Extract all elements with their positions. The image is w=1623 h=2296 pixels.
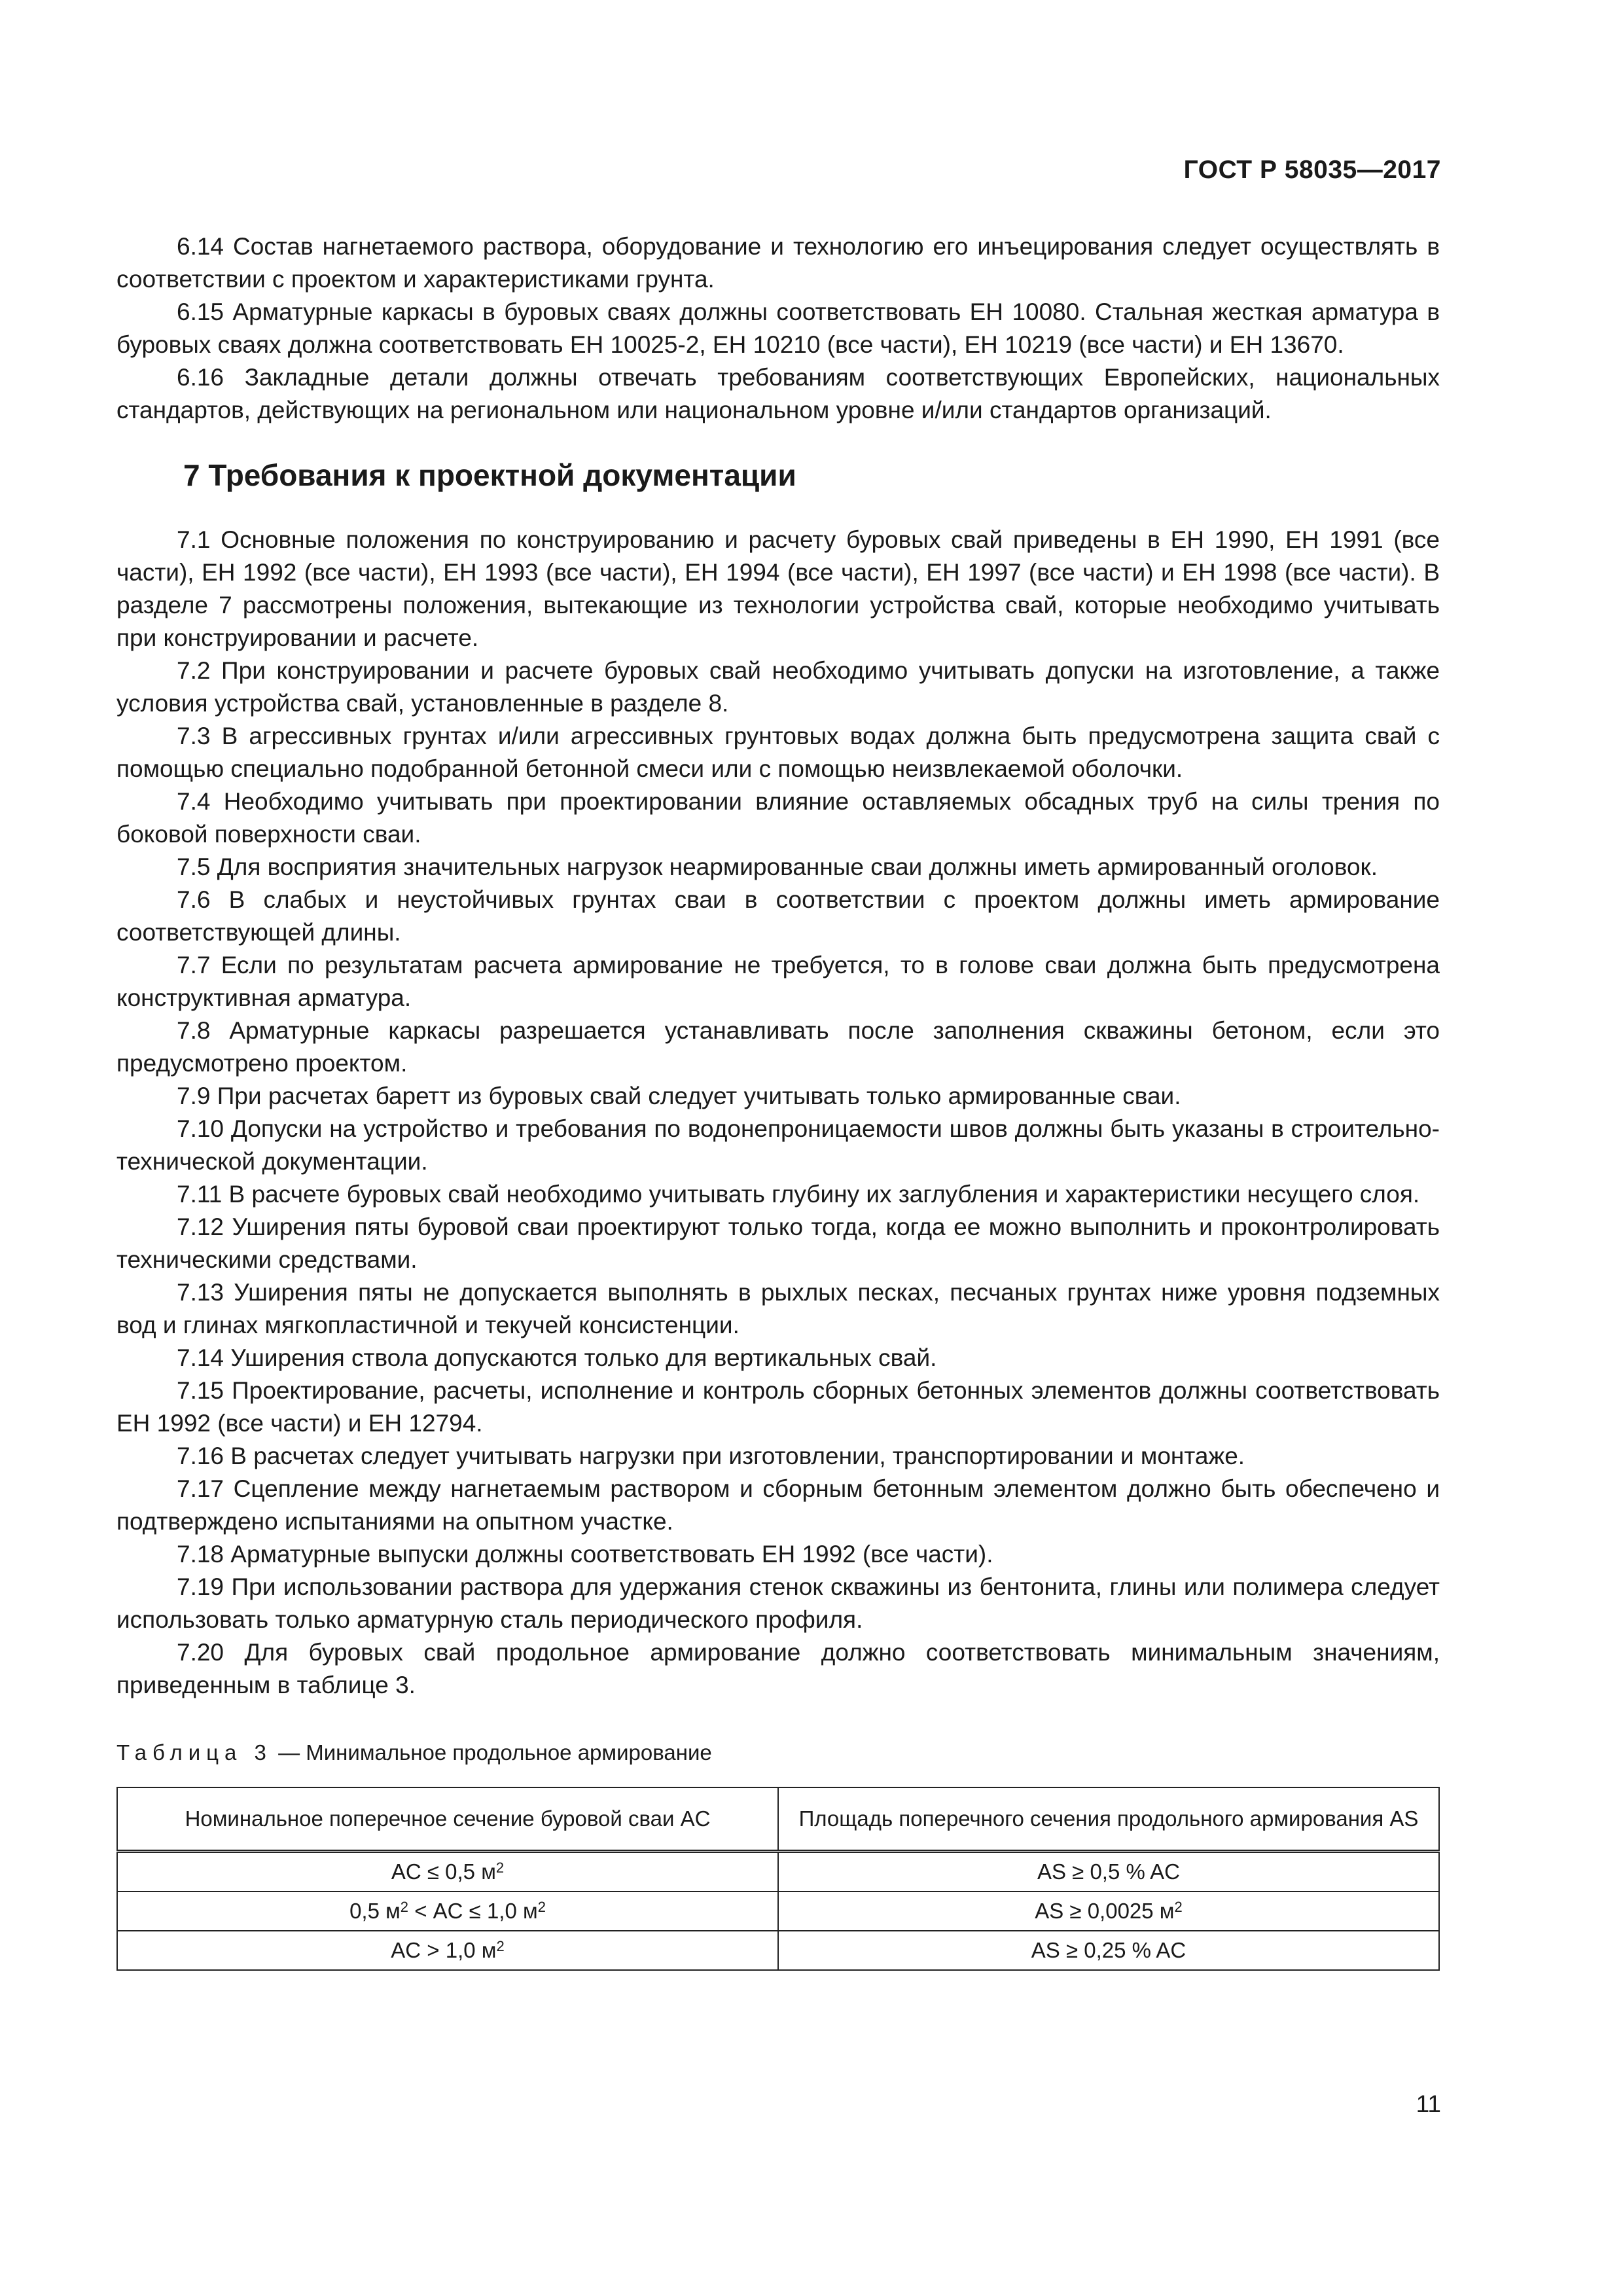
table-cell: AS ≥ 0,25 % AC (778, 1931, 1439, 1970)
paragraph-7-1: 7.1 Основные положения по конструированию и расчету буровых свай приведены в ЕН 1990, ЕН 1991 (все части), ЕН 1992 (все части), ЕН 1993 (все части), ЕН 1994 (все части), ЕН 1997 (все части) и ЕН 1998 (все части). В разделе 7 рассмотрены положения, вытекающие из технологии устройства свай, которые необходимо учитывать при конструировании и расчете. (116, 526, 1440, 651)
paragraph-7-8: 7.8 Арматурные каркасы разрешается устанавливать после заполнения скважины бетоном, если это предусмотрено проектом. (116, 1017, 1440, 1077)
paragraph-7-16: 7.16 В расчетах следует учитывать нагрузки при изготовлении, транспортировании и монтаже. (177, 1443, 1245, 1469)
table-cell: 0,5 $м^2$ < AC ≤ 1,0 $м^2$ (117, 1892, 778, 1931)
table-row (117, 1892, 1439, 1931)
table-row (117, 1852, 1439, 1892)
paragraph-7-20: 7.20 Для буровых свай продольное армирование должно соответствовать минимальным значениям, приведенным в таблице 3. (116, 1639, 1440, 1698)
paragraph-7-17: 7.17 Сцепление между нагнетаемым раствором и сборным бетонным элементом должно быть обеспечено и подтверждено испытаниями на опытном участке. (116, 1475, 1440, 1535)
paragraph-7-2: 7.2 При конструировании и расчете буровых свай необходимо учитывать допуски на изготовление, а также условия устройства свай, установленные в разделе 8. (116, 657, 1440, 717)
table-header-cross-section: Номинальное поперечное сечение буровой сваи AC (117, 1787, 778, 1852)
paragraph-6-14: 6.14 Состав нагнетаемого раствора, оборудование и технологию его инъецирования следует осуществлять в соответствии с проектом и характеристиками грунта. (116, 233, 1440, 293)
table-row (117, 1931, 1439, 1970)
paragraph-7-5: 7.5 Для восприятия значительных нагрузок неармированные сваи должны иметь армированный оголовок. (177, 853, 1378, 880)
document-header: ГОСТ Р 58035—2017 (1183, 156, 1441, 184)
table-cell: AS ≥ 0,0025 $м^2$ (778, 1892, 1439, 1931)
paragraph-7-14: 7.14 Уширения ствола допускаются только для вертикальных свай. (177, 1344, 937, 1371)
reinforcement-table (116, 1787, 1440, 1971)
paragraph-7-18: 7.18 Арматурные выпуски должны соответствовать ЕН 1992 (все части). (177, 1541, 993, 1568)
table-cell: AC > 1,0 $м^2$ (117, 1931, 778, 1970)
paragraph-7-15: 7.15 Проектирование, расчеты, исполнение и контроль сборных бетонных элементов должны соответствовать ЕН 1992 (все части) и ЕН 12794. (116, 1377, 1440, 1437)
table-cell: AS ≥ 0,5 % AC (778, 1852, 1439, 1892)
page-content (116, 230, 1440, 1971)
table-caption-text: — Минимальное продольное армирование (272, 1740, 712, 1765)
paragraph-7-13: 7.13 Уширения пяты не допускается выполнять в рыхлых песках, песчаных грунтах ниже уровня подземных вод и глинах мягкопластичной и текучей консистенции. (116, 1279, 1440, 1338)
paragraph-7-7: 7.7 Если по результатам расчета армирование не требуется, то в голове сваи должна быть предусмотрена конструктивная арматура. (116, 952, 1440, 1011)
table-header-reinforcement-area: Площадь поперечного сечения продольного армирования AS (778, 1787, 1439, 1852)
paragraph-6-15: 6.15 Арматурные каркасы в буровых сваях должны соответствовать ЕН 10080. Стальная жесткая арматура в буровых сваях должна соответствовать ЕН 10025-2, ЕН 10210 (все части), ЕН 10219 (все части) и ЕН 13670. (116, 298, 1440, 358)
section-heading: 7 Требования к проектной документации (183, 458, 796, 492)
table-header-row (117, 1787, 1439, 1852)
paragraph-6-16: 6.16 Закладные детали должны отвечать требованиям соответствующих Европейских, национальных стандартов, действующих на региональном или национальном уровне и/или стандартов организаций. (116, 364, 1440, 423)
paragraph-7-6: 7.6 В слабых и неустойчивых грунтах сваи в соответствии с проектом должны иметь армирование соответствующей длины. (116, 886, 1440, 946)
paragraph-7-10: 7.10 Допуски на устройство и требования по водонепроницаемости швов должны быть указаны в строительно-технической документации. (116, 1115, 1440, 1175)
paragraph-7-9: 7.9 При расчетах баретт из буровых свай следует учитывать только армированные сваи. (177, 1083, 1181, 1109)
table-caption-label: Таблица 3 (116, 1740, 272, 1765)
paragraph-7-4: 7.4 Необходимо учитывать при проектировании влияние оставляемых обсадных труб на силы трения по боковой поверхности сваи. (116, 788, 1440, 848)
table-caption (116, 1738, 1440, 1767)
table-cell: AC ≤ 0,5 $м^2$ (117, 1852, 778, 1892)
page-number: 11 (1416, 2090, 1441, 2117)
paragraph-7-12: 7.12 Уширения пяты буровой сваи проектируют только тогда, когда ее можно выполнить и проконтролировать техническими средствами. (116, 1213, 1440, 1273)
paragraph-7-19: 7.19 При использовании раствора для удержания стенок скважины из бентонита, глины или полимера следует использовать только арматурную сталь периодического профиля. (116, 1573, 1440, 1633)
paragraph-7-11: 7.11 В расчете буровых свай необходимо учитывать глубину их заглубления и характеристики несущего слоя. (177, 1181, 1420, 1208)
paragraph-7-3: 7.3 В агрессивных грунтах и/или агрессивных грунтовых водах должна быть предусмотрена защита свай с помощью специально подобранной бетонной смеси или с помощью неизвлекаемой оболочки. (116, 723, 1440, 782)
